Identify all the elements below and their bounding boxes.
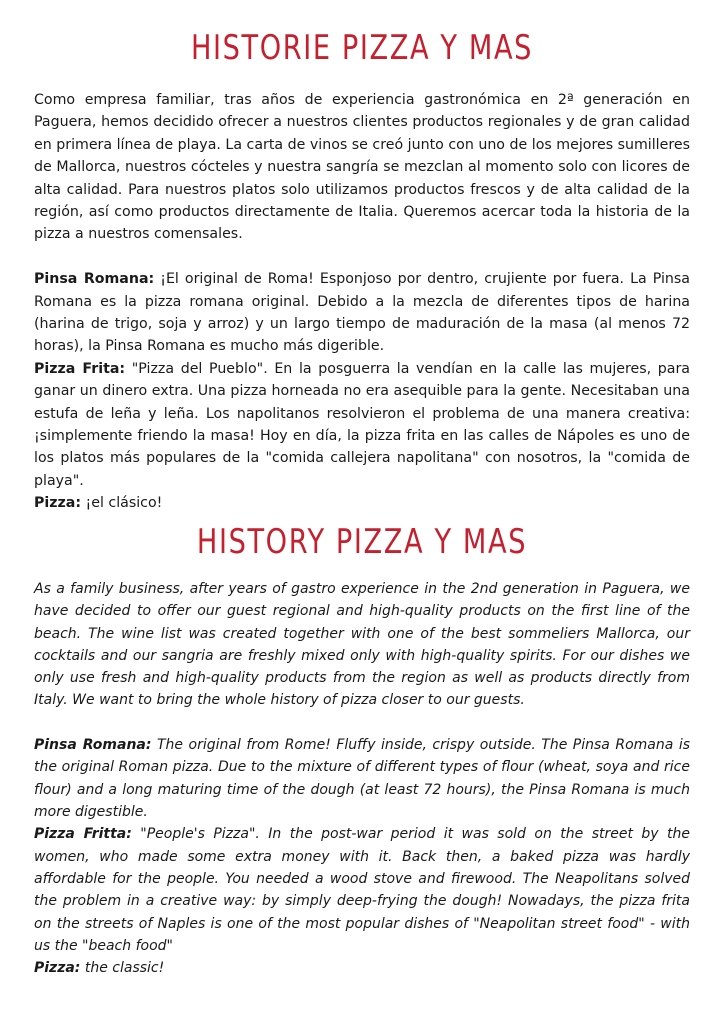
spanish-intro: Como empresa familiar, tras años de experiencia gastronómica en 2ª generación en Paguera, hemos decidido ofrecer a nuestros clientes productos regionales y de gran calidad en primera línea de playa. La carta de vinos se creó junto con uno de los mejores sumilleres de Mallorca, nuestros cócteles y nuestra sangría se mezclan al momento solo con licores de alta calidad. Para nuestros platos solo utilizamos productos frescos y de alta calidad de la región, así como productos directamente de Italia. Queremos acercar toda la historia de la pizza a nuestros comensales. xyxy=(34,92,690,243)
item-label: Pizza Fritta: xyxy=(34,826,132,843)
english-item-pizza xyxy=(34,957,690,979)
item-text: ¡el clásico! xyxy=(81,495,163,512)
english-item-pinsa xyxy=(34,734,690,823)
item-label: Pizza: xyxy=(34,495,82,512)
spanish-item-frita xyxy=(34,358,690,492)
item-text: The original from Rome! Fluffy inside, crispy outside. The Pinsa Romana is the original Roman pizza. Due to the mixture of different types of flour (wheat, soya and rice flour) and a long maturing time of the dough (at least 72 hours), the Pinsa Romana is much more digestible. xyxy=(34,737,691,821)
english-intro: As a family business, after years of gastro experience in the 2nd generation in Paguera, we have decided to offer our guest regional and high-quality products on the first line of the beach. The wine list was created together with one of the best sommeliers Mallorca, our cocktails and our sangria are freshly mixed only with high-quality spirits. For our dishes we only use fresh and high-quality products from the region as well as products directly from Italy. We want to bring the whole history of pizza closer to our guests. xyxy=(34,581,690,709)
spanish-title: HISTORIE PIZZA Y MAS xyxy=(190,28,534,68)
item-label: Pizza: xyxy=(34,960,81,977)
item-text: the classic! xyxy=(80,960,165,977)
spanish-item-pizza xyxy=(34,492,690,514)
item-label: Pizza Frita: xyxy=(34,360,126,377)
item-text: "People's Pizza". In the post-war period it was sold on the street by the women, who made some extra money with it. Back then, a baked pizza was hardly affordable for the people. You needed a wood stove and firewood. The Neapolitans solved the problem in a creative way: by simply deep-frying the dough! Nowadays, the pizza frita on the streets of Naples is one of the most popular dishes of "Neapolitan street food" - with us the "beach food" xyxy=(34,826,690,954)
item-text: "Pizza del Pueblo". En la posguerra la vendían en la calle las mujeres, para ganar un dinero extra. Una pizza horneada no era asequible para la gente. Necesitaban una estufa de leña y leña. Los napolitanos resolvieron el problema de una manera creativa: ¡simplemente friendo la masa! Hoy en día, la pizza frita en las calles de Nápoles es uno de los platos más populares de la "comida callejera napolitana" con nosotros, la "comida de playa". xyxy=(34,360,691,489)
english-item-fritta xyxy=(34,823,690,957)
spanish-body xyxy=(34,89,690,515)
item-label: Pinsa Romana: xyxy=(34,271,155,288)
item-text: ¡El original de Roma! Esponjoso por dentro, crujiente por fuera. La Pinsa Romana es la pizza romana original. Debido a la mezcla de diferentes tipos de harina (harina de trigo, soja y arroz) y un largo tiempo de maduración de la masa (al menos 72 horas), la Pinsa Romana es mucho más digerible. xyxy=(34,271,690,355)
spanish-item-pinsa xyxy=(34,268,690,358)
english-title: HISTORY PIZZA Y MAS xyxy=(196,522,528,562)
english-body xyxy=(34,578,690,979)
item-label: Pinsa Romana: xyxy=(34,737,152,754)
